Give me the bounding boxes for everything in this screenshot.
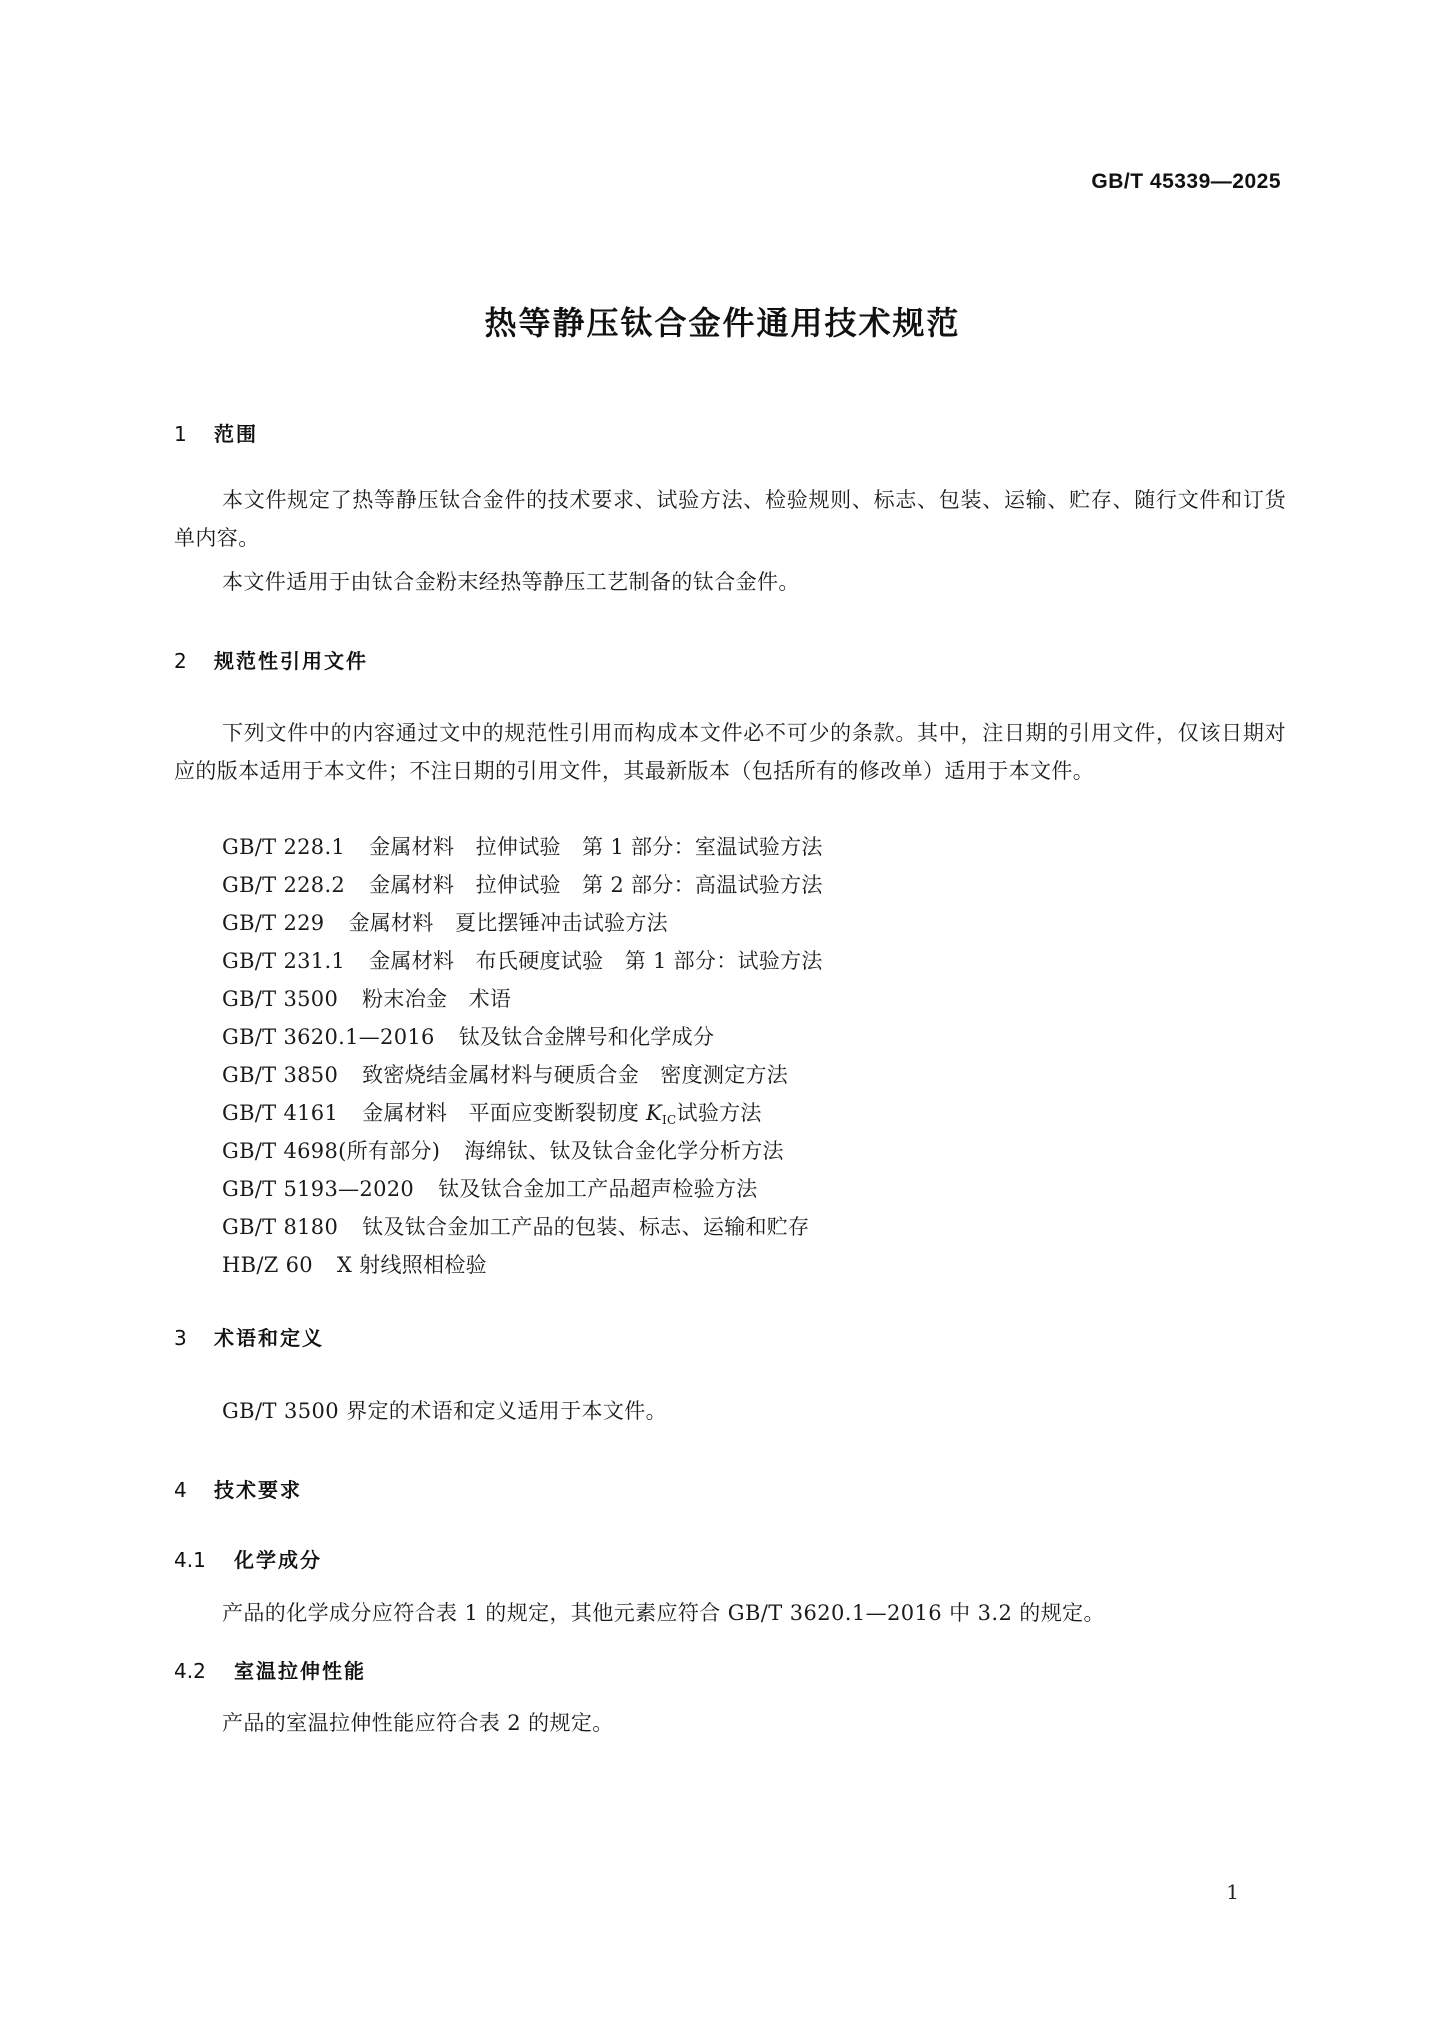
kic-symbol: K (645, 1101, 662, 1125)
reference-item: GB/T 3500 粉末冶金 术语 (222, 987, 512, 1011)
section-1-heading (174, 418, 258, 447)
chemical-composition-paragraph: 产品的化学成分应符合表 1 的规定，其他元素应符合 GB/T 3620.1—2016 中 3.2 的规定。 (222, 1601, 1105, 1625)
reference-item: GB/T 3850 致密烧结金属材料与硬质合金 密度测定方法 (222, 1063, 789, 1087)
reference-item: GB/T 8180 钛及钛合金加工产品的包装、标志、运输和贮存 (222, 1215, 810, 1239)
reference-list (222, 828, 823, 1284)
page-number: 1 (1226, 1880, 1239, 1904)
section-4-heading (174, 1474, 302, 1503)
reference-item: GB/T 228.2 金属材料 拉伸试验 第 2 部分：高温试验方法 (222, 873, 823, 897)
section-number: 1 (174, 422, 187, 446)
section-title: 术语和定义 (214, 1326, 324, 1350)
scope-paragraph-1: 本文件规定了热等静压钛合金件的技术要求、试验方法、检验规则、标志、包装、运输、贮存、随行文件和订货单内容。 (174, 488, 1286, 550)
section-number: 2 (174, 649, 187, 673)
section-4-2-heading (174, 1655, 366, 1684)
section-number: 4.1 (174, 1548, 206, 1572)
terms-paragraph: GB/T 3500 界定的术语和定义适用于本文件。 (222, 1399, 668, 1423)
reference-item: GB/T 231.1 金属材料 布氏硬度试验 第 1 部分：试验方法 (222, 949, 823, 973)
section-title: 室温拉伸性能 (234, 1659, 366, 1683)
section-2-heading (174, 645, 368, 674)
section-title: 范围 (214, 422, 258, 446)
reference-item: GB/T 229 金属材料 夏比摆锤冲击试验方法 (222, 911, 668, 935)
section-title: 规范性引用文件 (214, 649, 368, 673)
section-3-heading (174, 1322, 324, 1351)
reference-item: GB/T 3620.1—2016 钛及钛合金牌号和化学成分 (222, 1025, 715, 1049)
reference-item: GB/T 4161 金属材料 平面应变断裂韧度 $K_{IC}$试验方法 (222, 1101, 762, 1127)
section-4-1-heading (174, 1544, 322, 1573)
reference-item: GB/T 5193—2020 钛及钛合金加工产品超声检验方法 (222, 1177, 758, 1201)
section-number: 3 (174, 1326, 187, 1350)
section-number: 4.2 (174, 1659, 206, 1683)
document-title: 热等静压钛合金件通用技术规范 (484, 304, 961, 342)
reference-item: HB/Z 60 X 射线照相检验 (222, 1253, 487, 1277)
section-title: 化学成分 (234, 1548, 322, 1572)
reference-item: GB/T 228.1 金属材料 拉伸试验 第 1 部分：室温试验方法 (222, 835, 823, 859)
section-title: 技术要求 (214, 1478, 302, 1502)
references-intro: 下列文件中的内容通过文中的规范性引用而构成本文件必不可少的条款。其中，注日期的引用文件，仅该日期对应的版本适用于本文件；不注日期的引用文件，其最新版本（包括所有的修改单）适用于本文件。 (174, 721, 1286, 783)
scope-paragraph-2: 本文件适用于由钛合金粉末经热等静压工艺制备的钛合金件。 (222, 570, 800, 594)
kic-subscript: IC (661, 1113, 677, 1127)
tensile-properties-paragraph: 产品的室温拉伸性能应符合表 2 的规定。 (222, 1711, 614, 1735)
reference-item: GB/T 4698(所有部分) 海绵钛、钛及钛合金化学分析方法 (222, 1139, 784, 1163)
section-number: 4 (174, 1478, 187, 1502)
standard-number: GB/T 45339—2025 (1091, 170, 1281, 193)
